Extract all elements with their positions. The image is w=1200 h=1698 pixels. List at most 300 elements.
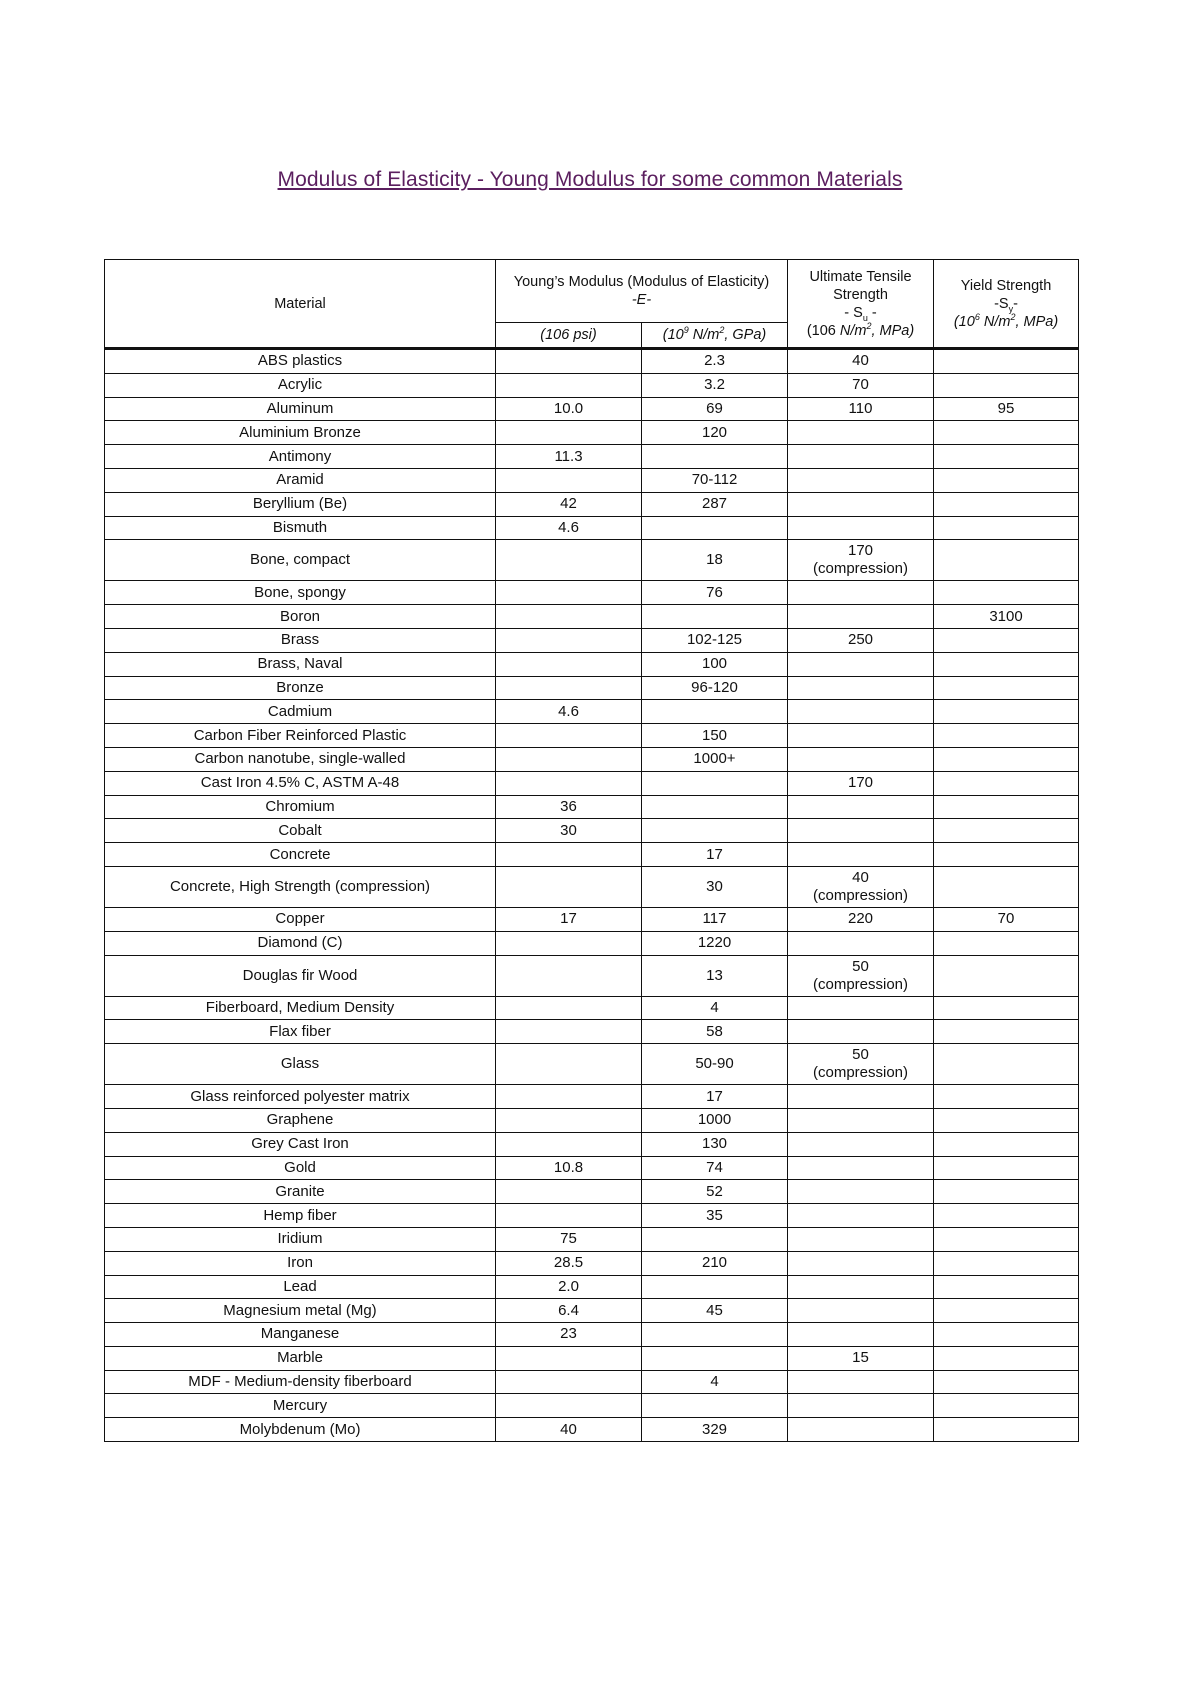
yield-strength-cell xyxy=(934,1370,1079,1394)
ultimate-tensile-strength-cell xyxy=(788,652,934,676)
youngs-modulus-gpa-cell xyxy=(642,843,788,867)
material-cell-value: Bone, spongy xyxy=(254,583,346,601)
youngs-modulus-psi-cell-value: 4.6 xyxy=(558,702,579,720)
material-cell xyxy=(105,1085,496,1109)
yield-strength-cell xyxy=(934,747,1079,771)
table-row xyxy=(105,819,1079,843)
yield-strength-cell xyxy=(934,700,1079,724)
material-cell-value: Cadmium xyxy=(267,702,333,720)
youngs-modulus-gpa-cell-value: 70-112 xyxy=(691,471,738,489)
table-row xyxy=(105,421,1079,445)
material-cell-value: Douglas fir Wood xyxy=(242,966,358,984)
material-cell xyxy=(105,1346,496,1370)
uts-units-prefix: (106 xyxy=(806,322,840,339)
yield-strength-cell xyxy=(934,468,1079,492)
youngs-modulus-gpa-cell-value: 3.2 xyxy=(704,376,725,394)
material-cell-value: Beryllium (Be) xyxy=(252,495,348,513)
youngs-modulus-gpa-cell xyxy=(642,1299,788,1323)
table-row xyxy=(105,349,1079,374)
material-cell xyxy=(105,1204,496,1228)
youngs-modulus-psi-cell-value: 28.5 xyxy=(553,1254,584,1272)
youngs-modulus-gpa-cell-value: 4 xyxy=(710,1373,719,1391)
youngs-modulus-psi-cell xyxy=(496,1044,642,1085)
ultimate-tensile-strength-cell xyxy=(788,700,934,724)
youngs-modulus-psi-cell xyxy=(496,996,642,1020)
material-cell-value: Manganese xyxy=(260,1325,340,1343)
yield-strength-cell xyxy=(934,1418,1079,1442)
yield-strength-cell xyxy=(934,907,1079,931)
table-row xyxy=(105,605,1079,629)
youngs-modulus-gpa-cell xyxy=(642,1156,788,1180)
youngs-modulus-psi-cell xyxy=(496,1227,642,1251)
material-cell-value: Iron xyxy=(287,1254,313,1272)
youngs-modulus-psi-cell-value: 42 xyxy=(560,495,577,513)
table-header xyxy=(105,260,1079,349)
material-cell xyxy=(105,795,496,819)
ultimate-tensile-strength-cell xyxy=(788,1394,934,1418)
uts-units xyxy=(792,322,929,340)
ultimate-tensile-strength-cell xyxy=(788,581,934,605)
material-cell xyxy=(105,445,496,469)
table-row xyxy=(105,907,1079,931)
youngs-modulus-psi-cell xyxy=(496,492,642,516)
material-cell xyxy=(105,771,496,795)
ultimate-tensile-strength-cell-value: 220 xyxy=(847,910,874,928)
material-column-header xyxy=(105,260,496,349)
youngs-modulus-gpa-cell-value: 1000 xyxy=(697,1111,732,1129)
material-cell-value: Chromium xyxy=(265,797,335,815)
ultimate-tensile-strength-cell-value: 170 xyxy=(847,542,874,560)
youngs-modulus-psi-cell xyxy=(496,652,642,676)
yield-symbol-sub: y xyxy=(1008,303,1014,314)
material-cell xyxy=(105,540,496,581)
material-cell-value: Lead xyxy=(283,1277,317,1295)
ultimate-tensile-strength-cell xyxy=(788,492,934,516)
youngs-modulus-gpa-cell xyxy=(642,1085,788,1109)
youngs-modulus-psi-cell-value: 2.0 xyxy=(558,1277,579,1295)
youngs-modulus-psi-cell-value: 23 xyxy=(560,1325,577,1343)
table-row xyxy=(105,843,1079,867)
table-row xyxy=(105,1156,1079,1180)
yield-strength-cell xyxy=(934,652,1079,676)
youngs-modulus-psi-cell-value: 30 xyxy=(560,821,577,839)
material-cell-value: Concrete, High Strength (compression) xyxy=(169,877,431,895)
yield-strength-cell xyxy=(934,628,1079,652)
material-cell-value: ABS plastics xyxy=(257,352,343,370)
youngs-modulus-psi-cell xyxy=(496,1020,642,1044)
yield-strength-cell xyxy=(934,1085,1079,1109)
youngs-modulus-column-header xyxy=(496,260,788,323)
yield-strength-cell xyxy=(934,581,1079,605)
youngs-modulus-psi-cell xyxy=(496,795,642,819)
table-row xyxy=(105,492,1079,516)
youngs-modulus-psi-cell-value: 40 xyxy=(560,1420,577,1438)
yield-strength-cell-value: 3100 xyxy=(989,607,1023,625)
table-row xyxy=(105,866,1079,907)
yield-strength-cell xyxy=(934,1020,1079,1044)
ultimate-tensile-strength-cell xyxy=(788,819,934,843)
material-cell xyxy=(105,1227,496,1251)
material-cell xyxy=(105,492,496,516)
table-row xyxy=(105,955,1079,996)
material-cell-value: Magnesium metal (Mg) xyxy=(223,1301,377,1319)
ultimate-tensile-strength-cell xyxy=(788,866,934,907)
yield-strength-cell xyxy=(934,955,1079,996)
table-row xyxy=(105,1370,1079,1394)
youngs-modulus-gpa-cell xyxy=(642,795,788,819)
table-row xyxy=(105,397,1079,421)
gpa-units-suffix: , GPa) xyxy=(724,327,767,343)
material-cell xyxy=(105,1108,496,1132)
yield-symbol-prefix: -S xyxy=(994,295,1009,312)
youngs-modulus-psi-cell xyxy=(496,1394,642,1418)
ultimate-tensile-strength-cell xyxy=(788,1108,934,1132)
ultimate-tensile-strength-cell xyxy=(788,468,934,492)
table-row xyxy=(105,540,1079,581)
table-row xyxy=(105,1132,1079,1156)
yield-strength-cell xyxy=(934,605,1079,629)
material-cell-value: MDF - Medium-density fiberboard xyxy=(188,1373,412,1391)
gpa-units-header xyxy=(642,323,788,349)
material-cell-value: Copper xyxy=(275,910,325,928)
material-cell xyxy=(105,1020,496,1044)
yield-strength-cell xyxy=(934,724,1079,748)
page-title: Modulus of Elasticity - Young Modulus for some common Materials xyxy=(277,168,903,191)
ultimate-tensile-strength-cell xyxy=(788,397,934,421)
uts-symbol-suffix: - xyxy=(867,304,877,321)
ultimate-tensile-strength-cell xyxy=(788,1418,934,1442)
material-cell xyxy=(105,1323,496,1347)
gpa-units-mid: N/m xyxy=(688,327,720,343)
yield-strength-cell xyxy=(934,819,1079,843)
table-row xyxy=(105,516,1079,540)
youngs-modulus-gpa-cell xyxy=(642,676,788,700)
yield-strength-cell xyxy=(934,1275,1079,1299)
material-cell xyxy=(105,468,496,492)
youngs-modulus-psi-cell xyxy=(496,516,642,540)
yield-strength-cell xyxy=(934,373,1079,397)
youngs-modulus-gpa-cell xyxy=(642,1418,788,1442)
yield-strength-column-header xyxy=(934,260,1079,349)
material-cell-value: Mercury xyxy=(272,1396,328,1414)
youngs-modulus-psi-cell xyxy=(496,349,642,374)
material-cell-value: Carbon nanotube, single-walled xyxy=(194,750,406,768)
yield-strength-cell xyxy=(934,843,1079,867)
youngs-modulus-psi-cell-value: 17 xyxy=(560,910,577,928)
uts-symbol-sub: u xyxy=(862,312,868,323)
material-cell xyxy=(105,397,496,421)
ultimate-tensile-strength-cell xyxy=(788,1044,934,1085)
youngs-modulus-gpa-cell xyxy=(642,866,788,907)
youngs-modulus-gpa-cell-value: 2.3 xyxy=(704,352,725,370)
youngs-modulus-gpa-cell-value: 1000+ xyxy=(693,750,736,768)
table-row xyxy=(105,1020,1079,1044)
yield-strength-cell xyxy=(934,540,1079,581)
table-row xyxy=(105,1394,1079,1418)
yield-strength-cell xyxy=(934,795,1079,819)
ultimate-tensile-strength-cell-value: 250 xyxy=(847,631,874,649)
uts-units-sup: 2 xyxy=(866,320,872,331)
table-row xyxy=(105,1251,1079,1275)
material-cell-value: Cast Iron 4.5% C, ASTM A-48 xyxy=(200,774,400,792)
yield-units-sup1: 6 xyxy=(974,311,980,322)
uts-note: (compression) xyxy=(812,975,909,993)
youngs-modulus-psi-cell xyxy=(496,373,642,397)
material-cell-value: Graphene xyxy=(266,1111,334,1129)
yield-strength-cell xyxy=(934,996,1079,1020)
material-cell xyxy=(105,1044,496,1085)
youngs-modulus-gpa-cell xyxy=(642,492,788,516)
youngs-modulus-psi-cell xyxy=(496,1204,642,1228)
material-cell xyxy=(105,373,496,397)
youngs-modulus-psi-cell-value: 36 xyxy=(560,797,577,815)
youngs-modulus-gpa-cell-value: 96-120 xyxy=(691,678,738,696)
youngs-modulus-psi-cell xyxy=(496,747,642,771)
youngs-modulus-psi-cell xyxy=(496,628,642,652)
header-row-top xyxy=(105,260,1079,323)
ultimate-tensile-strength-cell xyxy=(788,771,934,795)
material-cell xyxy=(105,628,496,652)
materials-table xyxy=(104,259,1079,1442)
youngs-modulus-gpa-cell-value: 13 xyxy=(706,966,723,984)
material-cell-value: Glass reinforced polyester matrix xyxy=(190,1087,410,1105)
yield-strength-cell xyxy=(934,1180,1079,1204)
material-cell-value: Molybdenum (Mo) xyxy=(239,1420,361,1438)
material-cell-value: Aramid xyxy=(276,471,324,489)
youngs-modulus-psi-cell xyxy=(496,819,642,843)
youngs-modulus-gpa-cell xyxy=(642,771,788,795)
ultimate-tensile-strength-cell-value: 40 xyxy=(852,868,869,886)
youngs-modulus-gpa-cell-value: 150 xyxy=(701,726,728,744)
material-cell-value: Diamond (C) xyxy=(257,934,343,952)
youngs-modulus-gpa-cell-value: 120 xyxy=(701,423,728,441)
yield-strength-cell xyxy=(934,771,1079,795)
youngs-modulus-psi-cell-value: 75 xyxy=(560,1230,577,1248)
gpa-units-prefix: (10 xyxy=(662,327,684,343)
yield-header-label: Yield Strength xyxy=(960,277,1052,294)
material-cell xyxy=(105,843,496,867)
yield-strength-cell xyxy=(934,1044,1079,1085)
ultimate-tensile-strength-cell xyxy=(788,724,934,748)
table-row xyxy=(105,1085,1079,1109)
youngs-modulus-gpa-cell xyxy=(642,397,788,421)
ultimate-tensile-strength-cell-value: 70 xyxy=(852,376,869,394)
material-cell xyxy=(105,421,496,445)
yield-strength-cell xyxy=(934,349,1079,374)
uts-note: (compression) xyxy=(812,1064,909,1082)
youngs-modulus-gpa-cell-value: 17 xyxy=(706,845,723,863)
youngs-modulus-gpa-cell xyxy=(642,819,788,843)
youngs-modulus-gpa-cell xyxy=(642,955,788,996)
ultimate-tensile-strength-cell xyxy=(788,996,934,1020)
material-cell xyxy=(105,724,496,748)
yield-strength-cell xyxy=(934,1204,1079,1228)
material-cell xyxy=(105,1275,496,1299)
youngs-modulus-psi-cell xyxy=(496,1156,642,1180)
ultimate-tensile-strength-cell xyxy=(788,1180,934,1204)
yield-strength-cell xyxy=(934,1132,1079,1156)
ultimate-tensile-strength-cell-value: 15 xyxy=(852,1349,869,1367)
youngs-modulus-gpa-cell xyxy=(642,931,788,955)
youngs-modulus-gpa-cell xyxy=(642,373,788,397)
youngs-modulus-gpa-cell xyxy=(642,349,788,374)
table-row xyxy=(105,1418,1079,1442)
yield-strength-cell xyxy=(934,1323,1079,1347)
material-cell-value: Bone, compact xyxy=(249,551,351,569)
youngs-modulus-gpa-cell xyxy=(642,747,788,771)
ultimate-tensile-strength-cell xyxy=(788,349,934,374)
yield-strength-cell xyxy=(934,421,1079,445)
youngs-modulus-psi-cell xyxy=(496,605,642,629)
youngs-modulus-gpa-cell-value: 17 xyxy=(706,1087,723,1105)
youngs-modulus-gpa-cell xyxy=(642,540,788,581)
material-cell xyxy=(105,907,496,931)
youngs-modulus-gpa-cell-value: 35 xyxy=(706,1206,723,1224)
table-row xyxy=(105,1346,1079,1370)
table-row xyxy=(105,581,1079,605)
ultimate-tensile-strength-cell xyxy=(788,421,934,445)
youngs-modulus-gpa-cell-value: 50-90 xyxy=(695,1055,734,1073)
material-cell-value: Bismuth xyxy=(272,518,328,536)
yield-strength-cell xyxy=(934,1108,1079,1132)
material-cell xyxy=(105,819,496,843)
table-row xyxy=(105,1108,1079,1132)
ultimate-tensile-strength-cell-value: 50 xyxy=(852,1046,869,1064)
table-row xyxy=(105,628,1079,652)
material-cell xyxy=(105,931,496,955)
yield-strength-cell xyxy=(934,1394,1079,1418)
youngs-modulus-psi-cell-value: 10.0 xyxy=(553,399,584,417)
ultimate-tensile-strength-cell xyxy=(788,1323,934,1347)
table-row xyxy=(105,468,1079,492)
yield-units-mid: N/m xyxy=(979,313,1011,330)
table-row xyxy=(105,676,1079,700)
table-row xyxy=(105,1180,1079,1204)
youngs-modulus-gpa-cell xyxy=(642,421,788,445)
youngs-modulus-gpa-cell xyxy=(642,907,788,931)
youngs-modulus-psi-cell xyxy=(496,724,642,748)
youngs-modulus-psi-cell xyxy=(496,397,642,421)
material-cell-value: Concrete xyxy=(269,845,331,863)
youngs-modulus-gpa-cell xyxy=(642,1132,788,1156)
youngs-modulus-psi-cell-value: 6.4 xyxy=(558,1301,579,1319)
yield-strength-cell-value: 95 xyxy=(997,399,1015,417)
yield-strength-cell xyxy=(934,676,1079,700)
youngs-modulus-gpa-cell-value: 210 xyxy=(701,1254,728,1272)
youngs-modulus-gpa-cell-value: 58 xyxy=(706,1022,723,1040)
youngs-modulus-gpa-cell xyxy=(642,1251,788,1275)
material-cell xyxy=(105,1394,496,1418)
youngs-modulus-psi-cell xyxy=(496,540,642,581)
youngs-modulus-gpa-cell xyxy=(642,1227,788,1251)
table-row xyxy=(105,373,1079,397)
material-cell-value: Iridium xyxy=(277,1230,323,1248)
youngs-modulus-psi-cell xyxy=(496,1323,642,1347)
ultimate-tensile-strength-cell xyxy=(788,931,934,955)
table-row xyxy=(105,931,1079,955)
youngs-modulus-gpa-cell-value: 287 xyxy=(701,495,728,513)
youngs-modulus-psi-cell-value: 4.6 xyxy=(558,518,579,536)
youngs-modulus-psi-cell xyxy=(496,931,642,955)
material-cell xyxy=(105,516,496,540)
material-cell-value: Aluminium Bronze xyxy=(239,423,361,441)
youngs-modulus-gpa-cell-value: 69 xyxy=(706,399,723,417)
uts-note: (compression) xyxy=(812,560,909,578)
youngs-modulus-gpa-cell xyxy=(642,1323,788,1347)
material-cell-value: Cobalt xyxy=(278,821,322,839)
gpa-units-sup1: 9 xyxy=(683,325,689,336)
material-cell xyxy=(105,1156,496,1180)
youngs-modulus-psi-cell-value: 10.8 xyxy=(553,1158,584,1176)
material-cell-value: Glass xyxy=(280,1055,320,1073)
ultimate-tensile-strength-cell xyxy=(788,1251,934,1275)
youngs-modulus-gpa-cell-value: 329 xyxy=(701,1420,728,1438)
youngs-modulus-header-label: Young’s Modulus (Modulus of Elasticity) xyxy=(513,274,770,290)
material-cell-value: Boron xyxy=(279,607,321,625)
ultimate-tensile-strength-cell xyxy=(788,445,934,469)
youngs-modulus-gpa-cell-value: 102-125 xyxy=(686,631,743,649)
material-cell xyxy=(105,349,496,374)
youngs-modulus-gpa-cell xyxy=(642,1044,788,1085)
uts-units-suffix: , MPa) xyxy=(871,322,915,339)
material-cell xyxy=(105,652,496,676)
yield-units xyxy=(938,313,1074,331)
yield-symbol-suffix: - xyxy=(1013,295,1018,312)
ultimate-tensile-strength-cell xyxy=(788,1275,934,1299)
material-cell-value: Aluminum xyxy=(266,399,334,417)
ultimate-tensile-strength-cell xyxy=(788,373,934,397)
yield-strength-cell xyxy=(934,397,1079,421)
ultimate-tensile-strength-cell xyxy=(788,795,934,819)
youngs-modulus-gpa-cell-value: 76 xyxy=(706,583,723,601)
youngs-modulus-gpa-cell-value: 45 xyxy=(706,1301,723,1319)
yield-strength-cell xyxy=(934,866,1079,907)
youngs-modulus-psi-cell xyxy=(496,1370,642,1394)
material-cell-value: Grey Cast Iron xyxy=(251,1135,349,1153)
youngs-modulus-psi-cell xyxy=(496,1346,642,1370)
ultimate-tensile-strength-cell xyxy=(788,1204,934,1228)
ultimate-tensile-strength-cell xyxy=(788,955,934,996)
youngs-modulus-psi-cell xyxy=(496,1251,642,1275)
youngs-modulus-gpa-cell xyxy=(642,1108,788,1132)
youngs-modulus-psi-cell xyxy=(496,700,642,724)
material-cell xyxy=(105,1299,496,1323)
material-cell xyxy=(105,1180,496,1204)
youngs-modulus-psi-cell xyxy=(496,445,642,469)
table-row xyxy=(105,724,1079,748)
ultimate-tensile-strength-cell xyxy=(788,843,934,867)
ultimate-tensile-strength-cell xyxy=(788,516,934,540)
youngs-modulus-gpa-cell xyxy=(642,652,788,676)
ultimate-tensile-strength-cell xyxy=(788,540,934,581)
youngs-modulus-gpa-cell xyxy=(642,1020,788,1044)
ultimate-tensile-strength-cell xyxy=(788,1299,934,1323)
uts-units-italic: N/m xyxy=(839,322,867,339)
material-cell xyxy=(105,1132,496,1156)
ultimate-tensile-strength-cell xyxy=(788,1085,934,1109)
table-row xyxy=(105,1275,1079,1299)
table-row xyxy=(105,700,1079,724)
ultimate-tensile-strength-cell xyxy=(788,1370,934,1394)
table-row xyxy=(105,1044,1079,1085)
youngs-modulus-psi-cell xyxy=(496,866,642,907)
yield-strength-cell xyxy=(934,1156,1079,1180)
youngs-modulus-gpa-cell xyxy=(642,1275,788,1299)
material-cell xyxy=(105,1418,496,1442)
youngs-modulus-gpa-cell xyxy=(642,1180,788,1204)
youngs-modulus-psi-cell xyxy=(496,1180,642,1204)
youngs-modulus-gpa-cell xyxy=(642,628,788,652)
